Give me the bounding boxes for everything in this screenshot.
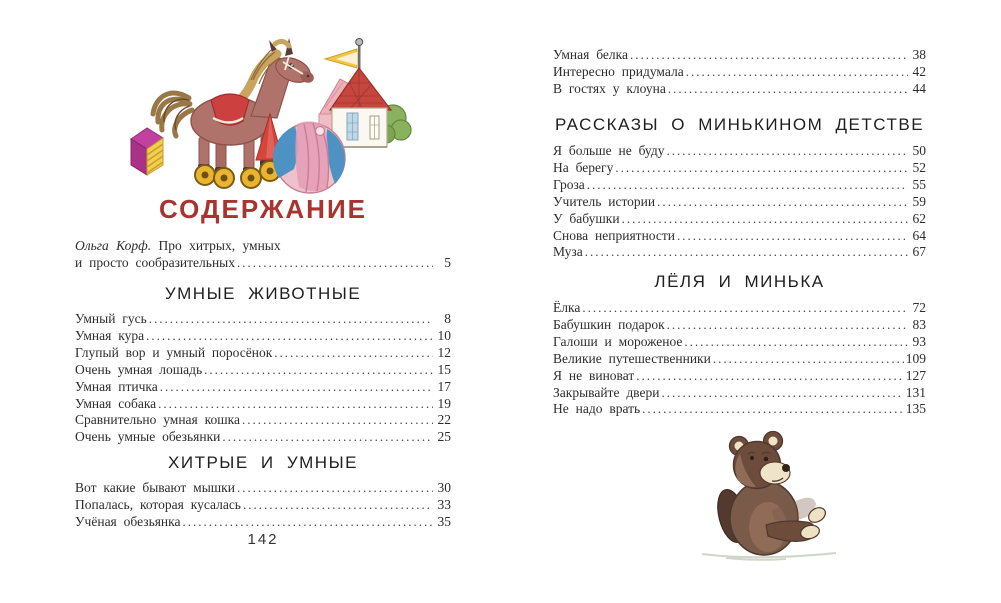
toc-entry-page: 17	[437, 378, 451, 394]
toc-dot-leader	[149, 311, 433, 328]
intro-entry-title: Про хитрых, умных	[158, 238, 281, 253]
toc-dot-leader	[222, 429, 433, 446]
toc-entry-page: 93	[912, 333, 926, 349]
bear-eye	[750, 456, 754, 460]
toc-entry-page: 135	[905, 401, 926, 417]
toy-ball	[273, 121, 345, 193]
toc-entry-page: 15	[437, 361, 451, 377]
toc-entry-page: 33	[437, 496, 451, 512]
page-number: 142	[247, 531, 279, 548]
toc-entry	[553, 47, 926, 64]
toc-list	[75, 311, 451, 446]
toc-entry-title: В гостях у клоуна	[553, 80, 666, 96]
toc-entry	[553, 351, 926, 368]
toc-dot-leader	[582, 300, 908, 317]
toc-dot-leader	[237, 480, 433, 497]
toc-list	[75, 480, 451, 531]
toc-entry	[75, 412, 451, 429]
toc-dot-leader	[204, 362, 433, 379]
toc-entry-page: 64	[912, 227, 926, 243]
toc-entry	[553, 194, 926, 211]
toc-entry	[75, 497, 451, 514]
toc-entry	[553, 385, 926, 402]
teddy-bear-illustration	[686, 428, 864, 566]
teddy-bear	[713, 432, 828, 556]
section-heading-khitrye-i-umnye: ХИТРЫЕ И УМНЫЕ	[168, 453, 358, 472]
wheels	[195, 161, 280, 188]
toc-entry-title: Не надо врать	[553, 401, 641, 417]
toc-entry	[75, 328, 451, 345]
toc-dot-leader	[160, 379, 433, 396]
toc-entry	[75, 311, 451, 328]
toc-entry-title: Я не виноват	[553, 367, 635, 383]
toc-entry-title: Учитель истории	[553, 193, 656, 209]
toc-entry-title: Бабушкин подарок	[553, 316, 665, 332]
toc-entry-page: 42	[912, 63, 926, 79]
toc-entry	[75, 379, 451, 396]
toc-entry-page: 67	[912, 244, 926, 260]
toc-dot-leader	[587, 177, 908, 194]
contents-title: СОДЕРЖАНИЕ	[159, 194, 367, 224]
toc-entry-page: 52	[912, 159, 926, 175]
toc-dot-leader	[642, 401, 904, 418]
intro-entry	[75, 236, 451, 272]
toc-dot-leader	[237, 255, 433, 272]
toc-entry	[75, 514, 451, 531]
toc-entry-page: 8	[444, 311, 451, 326]
toc-entry	[553, 160, 926, 177]
toc-entry	[75, 429, 451, 446]
toc-entry	[553, 334, 926, 351]
toc-entry-title: Очень умные обезьянки	[75, 429, 221, 445]
toc-dot-leader	[667, 317, 908, 334]
toc-entry	[75, 362, 451, 379]
toc-entry-page: 22	[437, 412, 451, 428]
toc-entry	[553, 300, 926, 317]
toc-dot-leader	[146, 328, 433, 345]
toc-entry-title: Интересно придумала	[553, 63, 684, 79]
toc-entry-page: 83	[912, 316, 926, 332]
toc-entry-page: 109	[905, 350, 926, 366]
toc-entry-title: Умная птичка	[75, 378, 158, 394]
author-name: Ольга Корф.	[75, 238, 152, 253]
toc-entry-title: Вот какие бывают мышки	[75, 480, 235, 495]
toc-dot-leader	[666, 143, 908, 160]
toc-entry	[75, 480, 451, 497]
toc-entry-page: 55	[912, 176, 926, 192]
toc-list	[553, 47, 926, 98]
toc-list	[553, 143, 926, 261]
toc-dot-leader	[686, 64, 908, 81]
bear-eye	[764, 457, 769, 462]
toc-entry-page: 10	[437, 327, 451, 343]
toc-entry-page: 72	[912, 300, 926, 315]
toc-entry	[553, 368, 926, 385]
toc-entry	[553, 211, 926, 228]
section-heading-umnye-zhivotnye: УМНЫЕ ЖИВОТНЫЕ	[164, 284, 362, 303]
toc-entry	[553, 64, 926, 81]
toc-entry-page: 35	[437, 513, 451, 529]
toc-dot-leader	[274, 345, 433, 362]
toc-entry	[553, 143, 926, 160]
toc-dot-leader	[183, 514, 433, 531]
toc-dot-leader	[677, 228, 908, 245]
toc-entry	[553, 244, 926, 261]
toc-entry-title: Учёная обезьянка	[75, 513, 181, 529]
toc-entry-page: 131	[905, 384, 926, 400]
toc-entry-title: Великие путешественники	[553, 350, 711, 366]
toc-entry-title: Попалась, которая кусалась	[75, 496, 241, 512]
toc-entry-title: Умный гусь	[75, 311, 147, 326]
toc-entry	[553, 177, 926, 194]
toc-dot-leader	[630, 47, 908, 64]
toc-entry	[75, 345, 451, 362]
toc-entry-title: Сравнительно умная кошка	[75, 412, 240, 428]
toc-entry-page: 12	[437, 344, 451, 360]
toc-dot-leader	[622, 211, 908, 228]
toc-dot-leader	[615, 160, 908, 177]
toy-horse-house-ball-illustration	[127, 18, 415, 194]
toc-entry-title: Очень умная лошадь	[75, 361, 203, 377]
toc-entry-page: 59	[912, 193, 926, 209]
section-heading-rasskazy-o-minkinom-detstve: РАССКАЗЫ О МИНЬКИНОМ ДЕТСТВЕ	[554, 115, 925, 134]
toc-entry-page: 5	[444, 255, 451, 270]
toc-entry-page: 44	[912, 80, 926, 96]
toc-entry-title: Умная кура	[75, 327, 145, 343]
toc-entry-page: 30	[437, 480, 451, 495]
toc-entry	[75, 396, 451, 413]
toc-entry-page: 19	[437, 395, 451, 411]
toc-entry	[553, 228, 926, 245]
toc-entry-title: Снова неприятности	[553, 227, 675, 243]
toc-entry-page: 38	[912, 47, 926, 62]
toc-entry-page: 50	[912, 143, 926, 158]
toc-dot-leader	[242, 412, 433, 429]
toc-entry	[553, 81, 926, 98]
intro-entry-line2	[75, 255, 451, 272]
toc-entry-title: Я больше не буду	[553, 143, 665, 158]
toc-dot-leader	[585, 244, 908, 261]
toc-entry	[553, 401, 926, 418]
toc-dot-leader	[158, 396, 433, 413]
toc-entry-title: Галоши и мороженое	[553, 333, 683, 349]
intro-entry-line1	[75, 236, 451, 255]
toc-entry-title: Гроза	[553, 176, 585, 192]
toc-entry-title: и просто сообразительных	[75, 255, 235, 270]
toc-entry-title: Ёлка	[553, 300, 581, 315]
toc-dot-leader	[636, 368, 903, 385]
toc-dot-leader	[684, 334, 908, 351]
toc-entry-title: Муза	[553, 244, 583, 260]
toc-dot-leader	[668, 81, 908, 98]
toc-dot-leader	[661, 385, 903, 402]
toc-dot-leader	[713, 351, 904, 368]
toc-dot-leader	[243, 497, 433, 514]
right-page	[553, 0, 926, 603]
toc-entry-page: 25	[437, 429, 451, 445]
toc-entry-page: 127	[905, 367, 926, 383]
toc-entry-title: Умная собака	[75, 395, 157, 411]
toc-entry	[553, 317, 926, 334]
left-page	[75, 0, 451, 603]
section-heading-lyolya-i-minka: ЛЁЛЯ И МИНЬКА	[654, 272, 825, 291]
toc-entry-title: Закрывайте двери	[553, 384, 660, 400]
toc-entry-title: У бабушки	[553, 210, 620, 226]
toc-list	[553, 300, 926, 418]
toy-block	[131, 128, 163, 175]
toc-entry-title: На берегу	[553, 159, 614, 175]
toc-entry-page: 62	[912, 210, 926, 226]
toc-entry-title: Глупый вор и умный поросёнок	[75, 344, 273, 360]
toc-dot-leader	[657, 194, 908, 211]
toc-entry-title: Умная белка	[553, 47, 628, 62]
bear-nose	[782, 464, 790, 472]
